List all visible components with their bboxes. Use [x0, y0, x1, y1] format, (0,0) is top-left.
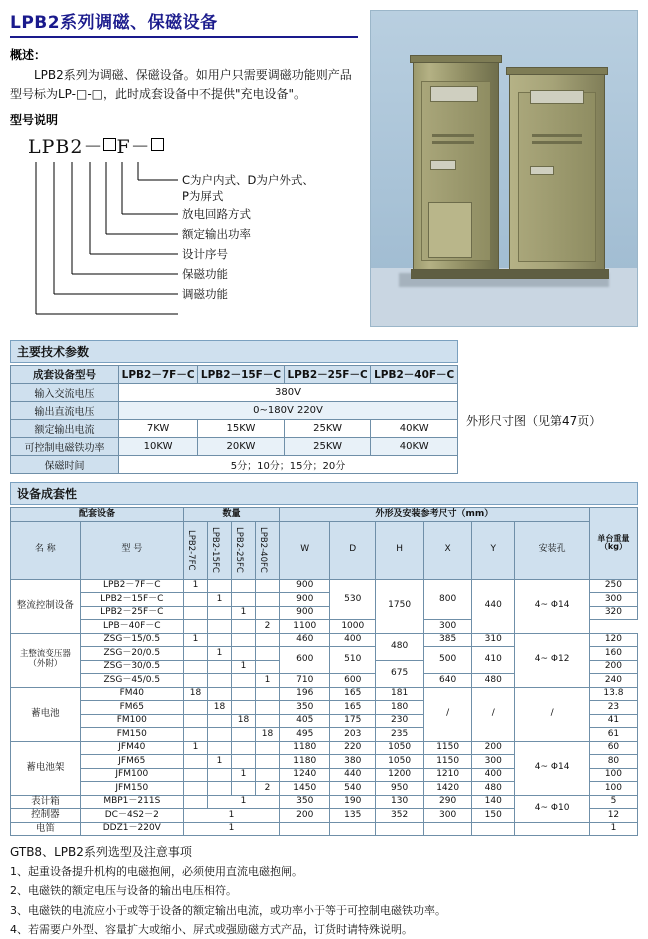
tech-row-label-2: 额定输出电流 [11, 420, 119, 438]
model-heading: 型号说明 [10, 113, 59, 128]
spec-qty [183, 782, 207, 796]
spec-h: 950 [376, 782, 424, 796]
spec-y [472, 822, 515, 836]
spec-qty [183, 768, 207, 782]
tech-cell: 40KW [371, 420, 458, 438]
spec-weight: 160 [589, 647, 637, 661]
spec-h: 1200 [376, 768, 424, 782]
spec-qty [231, 701, 255, 715]
spec-qty: 1 [231, 768, 255, 782]
spec-qty: 1 [207, 755, 231, 769]
spec-model: LPB2－7F－C [80, 579, 183, 593]
table-row [11, 741, 638, 755]
spec-x: 300 [424, 809, 472, 823]
cabinet-left [413, 61, 499, 275]
table-row [11, 420, 458, 438]
tech-cell: 25KW [284, 438, 371, 456]
tech-header-0: 成套设备型号 [11, 366, 119, 384]
spec-model: ZSG－30/0.5 [80, 660, 183, 674]
spec-y: 150 [472, 809, 515, 823]
table-row [11, 508, 638, 522]
spec-qty [183, 674, 207, 688]
cabinet-left-switch [430, 160, 456, 170]
spec-y: 310 [472, 633, 515, 647]
spec-qty [256, 741, 280, 755]
spec-subheader-qty-2 [207, 521, 231, 579]
spec-h: 130 [376, 795, 424, 809]
spec-qty [256, 579, 280, 593]
spec-qty [207, 606, 231, 620]
model-code-dash-1: － [83, 136, 104, 159]
spec-weight: 250 [589, 579, 637, 593]
spec-y: 400 [472, 768, 515, 782]
spec-qty [231, 741, 255, 755]
tech-row-label-1: 输出直流电压 [11, 402, 119, 420]
spec-h: 180 [376, 701, 424, 715]
spec-model: JFM65 [80, 755, 183, 769]
spec-qty [207, 768, 231, 782]
spec-y: / [472, 687, 515, 741]
spec-weight: 320 [589, 606, 637, 620]
spec-model: JFM150 [80, 782, 183, 796]
cabinet-right [509, 73, 605, 275]
table-row [11, 521, 638, 579]
spec-qty [231, 633, 255, 647]
spec-subheader-hole: 安装孔 [515, 521, 589, 579]
spec-d: 220 [330, 741, 376, 755]
spec-model: MBP1－211S [80, 795, 183, 809]
model-code-box-1 [103, 138, 116, 151]
cabinet-left-meter-panel [430, 86, 478, 102]
table-row [11, 822, 638, 836]
spec-group-name-6: 电笛 [11, 822, 81, 836]
spec-weight: 120 [589, 633, 637, 647]
spec-weight: 23 [589, 701, 637, 715]
spec-qty [231, 647, 255, 661]
spec-qty [231, 782, 255, 796]
tech-header-2: LPB2－15F－C [198, 366, 285, 384]
spec-group-name-0: 整流控制设备 [11, 579, 81, 633]
spec-x: 1000 [330, 620, 376, 634]
spec-model: LPB2－15F－C [80, 593, 183, 607]
spec-qty [183, 606, 207, 620]
spec-qty-label-4: LPB2-40FC [257, 527, 268, 574]
spec-qty: 18 [231, 714, 255, 728]
spec-qty [256, 606, 280, 620]
spec-qty [207, 633, 231, 647]
cabinet-right-meter-panel [530, 90, 584, 104]
spec-weight: 300 [424, 620, 472, 634]
spec-weight: 60 [589, 741, 637, 755]
spec-qty [207, 728, 231, 742]
spec-h: 352 [376, 809, 424, 823]
spec-model: ZSG－15/0.5 [80, 633, 183, 647]
tech-table-wrap [10, 365, 458, 474]
tech-section-header: 主要技术参数 [10, 340, 458, 363]
spec-qty [207, 687, 231, 701]
spec-qty: 1 [207, 593, 231, 607]
cabinet-left-vent [432, 141, 474, 144]
table-row [11, 633, 638, 647]
table-row [11, 384, 458, 402]
spec-subheader-model: 型 号 [80, 521, 183, 579]
note-item: 4、若需要户外型、容量扩大或缩小、屏式或强励磁方式产品，订货时请特殊说明。 [10, 922, 413, 936]
spec-qty [231, 687, 255, 701]
note-item: 2、电磁铁的额定电压与设备的输出电压相符。 [10, 884, 237, 898]
legend-label-1: C为户内式、D为户外式、 [182, 173, 314, 188]
spec-y: 300 [472, 755, 515, 769]
spec-y: 410 [472, 647, 515, 674]
model-code-line [28, 132, 362, 159]
table-row [11, 795, 638, 809]
spec-h: 181 [376, 687, 424, 701]
notes-list [10, 862, 638, 939]
spec-qty [207, 579, 231, 593]
spec-weight: 1 [589, 822, 637, 836]
overview-text: LPB2系列为调磁、保磁设备。如用户只需要调磁功能则产品型号标为LP-□-□，此时成套设备中不提供"充电设备"。 [10, 68, 352, 101]
spec-model: LPB2－25F－C [80, 606, 183, 620]
spec-x: 1210 [424, 768, 472, 782]
spec-qty [207, 660, 231, 674]
spec-subheader-name: 名 称 [11, 521, 81, 579]
spec-hole: 4~ Φ12 [515, 633, 589, 687]
legend-label-6: 保磁功能 [182, 267, 228, 282]
spec-qty [256, 714, 280, 728]
spec-h: 1050 [376, 741, 424, 755]
cabinet-left-lower-panel [428, 202, 472, 258]
table-row [11, 456, 458, 474]
spec-qty [256, 633, 280, 647]
spec-qty [256, 593, 280, 607]
spec-qty [183, 728, 207, 742]
spec-group-name-5: 控制器 [11, 809, 81, 823]
spec-weight: 200 [589, 660, 637, 674]
spec-d: 175 [330, 714, 376, 728]
spec-qty [183, 714, 207, 728]
tech-row-label-3: 可控制电磁铁功率 [11, 438, 119, 456]
spec-qty: 1 [183, 633, 207, 647]
spec-model: ZSG－45/0.5 [80, 674, 183, 688]
spec-qty [207, 714, 231, 728]
spec-qty [207, 741, 231, 755]
spec-d: 165 [330, 701, 376, 715]
spec-w: 600 [280, 647, 330, 674]
spec-d: 203 [330, 728, 376, 742]
product-photo [370, 10, 638, 327]
spec-qty [183, 660, 207, 674]
spec-w: 900 [280, 606, 330, 620]
spec-model: DC－4S2－2 [80, 809, 183, 823]
spec-x: / [424, 687, 472, 741]
spec-qty [231, 755, 255, 769]
spec-weight: 300 [589, 593, 637, 607]
spec-subheader-h: H [376, 521, 424, 579]
spec-weight: 240 [589, 674, 637, 688]
spec-subheader-d: D [330, 521, 376, 579]
spec-w: 1100 [280, 620, 330, 634]
table-row [11, 438, 458, 456]
spec-d: 530 [330, 579, 376, 620]
spec-y: 140 [472, 795, 515, 809]
tech-cell: 40KW [371, 438, 458, 456]
table-row [11, 579, 638, 593]
spec-y: 480 [472, 674, 515, 688]
spec-model: LPB－40F－C [80, 620, 183, 634]
tech-row-value-4: 5分；10分；15分；20分 [119, 456, 458, 474]
model-code-prefix: LPB2 [28, 136, 84, 159]
model-legend [10, 162, 362, 330]
spec-model: JFM100 [80, 768, 183, 782]
legend-label-7: 调磁功能 [182, 287, 228, 302]
tech-row-label-0: 输入交流电压 [11, 384, 119, 402]
spec-d: 510 [330, 647, 376, 674]
spec-d: 540 [330, 782, 376, 796]
tech-header-1: LPB2－7F－C [119, 366, 198, 384]
overview-heading: 概述： [10, 48, 47, 62]
spec-group-header-1: 数量 [183, 508, 279, 522]
spec-subheader-w: W [280, 521, 330, 579]
spec-qty [183, 593, 207, 607]
spec-qty [231, 728, 255, 742]
spec-subheader-x: X [424, 521, 472, 579]
tech-header-3: LPB2－25F－C [284, 366, 371, 384]
legend-label-4: 额定输出功率 [182, 227, 251, 242]
spec-h: 1050 [376, 755, 424, 769]
page-title: LPB2系列调磁、保磁设备 [10, 13, 218, 33]
spec-x: 500 [424, 647, 472, 674]
table-row [11, 366, 458, 384]
spec-x: 640 [424, 674, 472, 688]
cabinet-right-top [506, 67, 608, 75]
tech-cell: 7KW [119, 420, 198, 438]
spec-subheader-qty-3 [231, 521, 255, 579]
spec-x: 1150 [424, 755, 472, 769]
spec-weight: 41 [589, 714, 637, 728]
spec-x: 1420 [424, 782, 472, 796]
spec-qty [256, 701, 280, 715]
spec-d: 600 [330, 674, 376, 688]
spec-qty [256, 647, 280, 661]
left-column [10, 46, 362, 332]
spec-w: 900 [280, 593, 330, 607]
spec-d: 380 [330, 755, 376, 769]
spec-qty [207, 620, 231, 634]
spec-group-name-2: 蓄电池 [11, 687, 81, 741]
tech-row-label-4: 保磁时间 [11, 456, 119, 474]
spec-section-header: 设备成套性 [10, 482, 638, 505]
tech-cell: 10KW [119, 438, 198, 456]
spec-subheader-y: Y [472, 521, 515, 579]
spec-w: 900 [280, 579, 330, 593]
table-row [11, 687, 638, 701]
spec-model: JFM40 [80, 741, 183, 755]
spec-weight: 80 [589, 755, 637, 769]
tech-table [10, 365, 458, 474]
spec-hole: 4~ Φ10 [515, 795, 589, 822]
cabinet-plinth [411, 269, 609, 279]
spec-group-name-4: 表计箱 [11, 795, 81, 809]
spec-qty: 1 [183, 741, 207, 755]
tech-row-value-1: 0~180V 220V [119, 402, 458, 420]
spec-qty: 18 [183, 687, 207, 701]
model-code-box-2 [151, 138, 164, 151]
spec-weight: 100 [589, 782, 637, 796]
model-code-dash-2: － [130, 136, 151, 159]
spec-h: 1750 [376, 579, 424, 633]
spec-weight: 12 [589, 809, 637, 823]
spec-hole: 4~ Φ14 [515, 579, 589, 633]
spec-group-header-0: 配套设备 [11, 508, 184, 522]
spec-qty-span: 1 [183, 809, 279, 823]
spec-qty: 1 [231, 660, 255, 674]
spec-group-name-3: 蓄电池架 [11, 741, 81, 795]
spec-qty-span: 1 [207, 795, 279, 809]
tech-cell: 20KW [198, 438, 285, 456]
spec-x: 385 [424, 633, 472, 647]
spec-weight: 5 [589, 795, 637, 809]
spec-qty: 1 [231, 606, 255, 620]
spec-qty [231, 593, 255, 607]
spec-w [280, 822, 330, 836]
spec-qty-span: 1 [183, 822, 279, 836]
spec-w: 200 [280, 809, 330, 823]
cabinet-left-vent [432, 134, 474, 137]
spec-d [330, 822, 376, 836]
spec-qty [256, 768, 280, 782]
spec-model: FM40 [80, 687, 183, 701]
spec-h: 235 [376, 728, 424, 742]
spec-w: 460 [280, 633, 330, 647]
spec-subheader-qty-1 [183, 521, 207, 579]
tech-cell: 25KW [284, 420, 371, 438]
spec-w: 710 [280, 674, 330, 688]
spec-qty [207, 674, 231, 688]
spec-group-header-2: 外形及安装参考尺寸（mm） [280, 508, 590, 522]
spec-w: 1180 [280, 741, 330, 755]
spec-w: 405 [280, 714, 330, 728]
spec-x [424, 822, 472, 836]
spec-h [376, 822, 424, 836]
spec-y: 480 [472, 782, 515, 796]
spec-qty [256, 660, 280, 674]
spec-weight: 13.8 [589, 687, 637, 701]
spec-d: 190 [330, 795, 376, 809]
spec-model: DDZ1－220V [80, 822, 183, 836]
title-divider [10, 36, 358, 38]
spec-model: FM65 [80, 701, 183, 715]
note-item: 3、电磁铁的电流应小于或等于设备的额定输出电流，或功率小于等于可控制电磁铁功率。 [10, 903, 446, 917]
spec-qty: 1 [207, 647, 231, 661]
outline-drawing-note: 外形尺寸图（见第47页） [466, 414, 602, 428]
spec-qty: 18 [256, 728, 280, 742]
spec-model: FM150 [80, 728, 183, 742]
spec-y: 200 [472, 741, 515, 755]
spec-d: 165 [330, 687, 376, 701]
spec-qty [183, 701, 207, 715]
spec-qty [183, 620, 207, 634]
spec-w: 1180 [280, 755, 330, 769]
spec-group-name-1: 主整流变压器（外附） [11, 633, 81, 687]
spec-x: 1150 [424, 741, 472, 755]
legend-label-3: 放电回路方式 [182, 207, 251, 222]
spec-qty: 18 [207, 701, 231, 715]
spec-table [10, 507, 638, 836]
spec-h: 230 [376, 714, 424, 728]
spec-d: 135 [330, 809, 376, 823]
cabinet-right-vent [532, 134, 582, 137]
legend-label-5: 设计序号 [182, 247, 228, 262]
spec-qty [256, 687, 280, 701]
spec-qty [231, 620, 255, 634]
spec-subheader-qty-4 [256, 521, 280, 579]
spec-weight: 61 [589, 728, 637, 742]
spec-w: 1240 [280, 768, 330, 782]
note-item: 1、起重设备提升机构的电磁抱闸，必须使用直流电磁抱闸。 [10, 865, 303, 879]
spec-qty [183, 755, 207, 769]
spec-qty [183, 647, 207, 661]
spec-qty [207, 782, 231, 796]
cabinet-right-vent [532, 141, 582, 144]
cabinet-right-door [518, 92, 597, 262]
spec-w: 1450 [280, 782, 330, 796]
spec-w: 350 [280, 701, 330, 715]
spec-model: ZSG－20/0.5 [80, 647, 183, 661]
model-code-diagram [10, 132, 362, 332]
spec-qty-label-1: LPB2-7FC [185, 529, 196, 571]
table-row [11, 402, 458, 420]
tech-header-4: LPB2－40F－C [371, 366, 458, 384]
spec-w: 495 [280, 728, 330, 742]
model-code-f: F [116, 136, 131, 159]
spec-x: 800 [424, 579, 472, 620]
spec-qty [231, 579, 255, 593]
spec-qty [256, 755, 280, 769]
spec-qty [231, 674, 255, 688]
spec-h: 480 [376, 633, 424, 660]
spec-y: 440 [472, 579, 515, 633]
spec-qty: 2 [256, 782, 280, 796]
spec-w: 196 [280, 687, 330, 701]
spec-hole: 4~ Φ14 [515, 741, 589, 795]
cabinet-right-switch [530, 166, 554, 175]
spec-qty-label-3: LPB2-25FC [233, 527, 244, 574]
spec-qty [183, 795, 207, 809]
notes-heading: GTB8、LPB2系列选型及注意事项 [10, 845, 192, 860]
spec-model: FM100 [80, 714, 183, 728]
tech-row-value-0: 380V [119, 384, 458, 402]
legend-label-2: P为屏式 [182, 189, 224, 204]
cabinet-left-top [410, 55, 502, 63]
spec-x: 290 [424, 795, 472, 809]
spec-d: 440 [330, 768, 376, 782]
spec-qty: 1 [256, 674, 280, 688]
tech-cell: 15KW [198, 420, 285, 438]
spec-hole [515, 822, 589, 836]
spec-d: 400 [330, 633, 376, 647]
spec-group-header-3: 单台重量（kg） [589, 508, 637, 580]
spec-weight: 100 [589, 768, 637, 782]
overview-paragraph [10, 66, 362, 103]
spec-h: 675 [376, 660, 424, 687]
spec-hole: / [515, 687, 589, 741]
spec-qty: 2 [256, 620, 280, 634]
spec-w: 350 [280, 795, 330, 809]
spec-qty-label-2: LPB2-15FC [209, 527, 220, 574]
spec-qty: 1 [183, 579, 207, 593]
